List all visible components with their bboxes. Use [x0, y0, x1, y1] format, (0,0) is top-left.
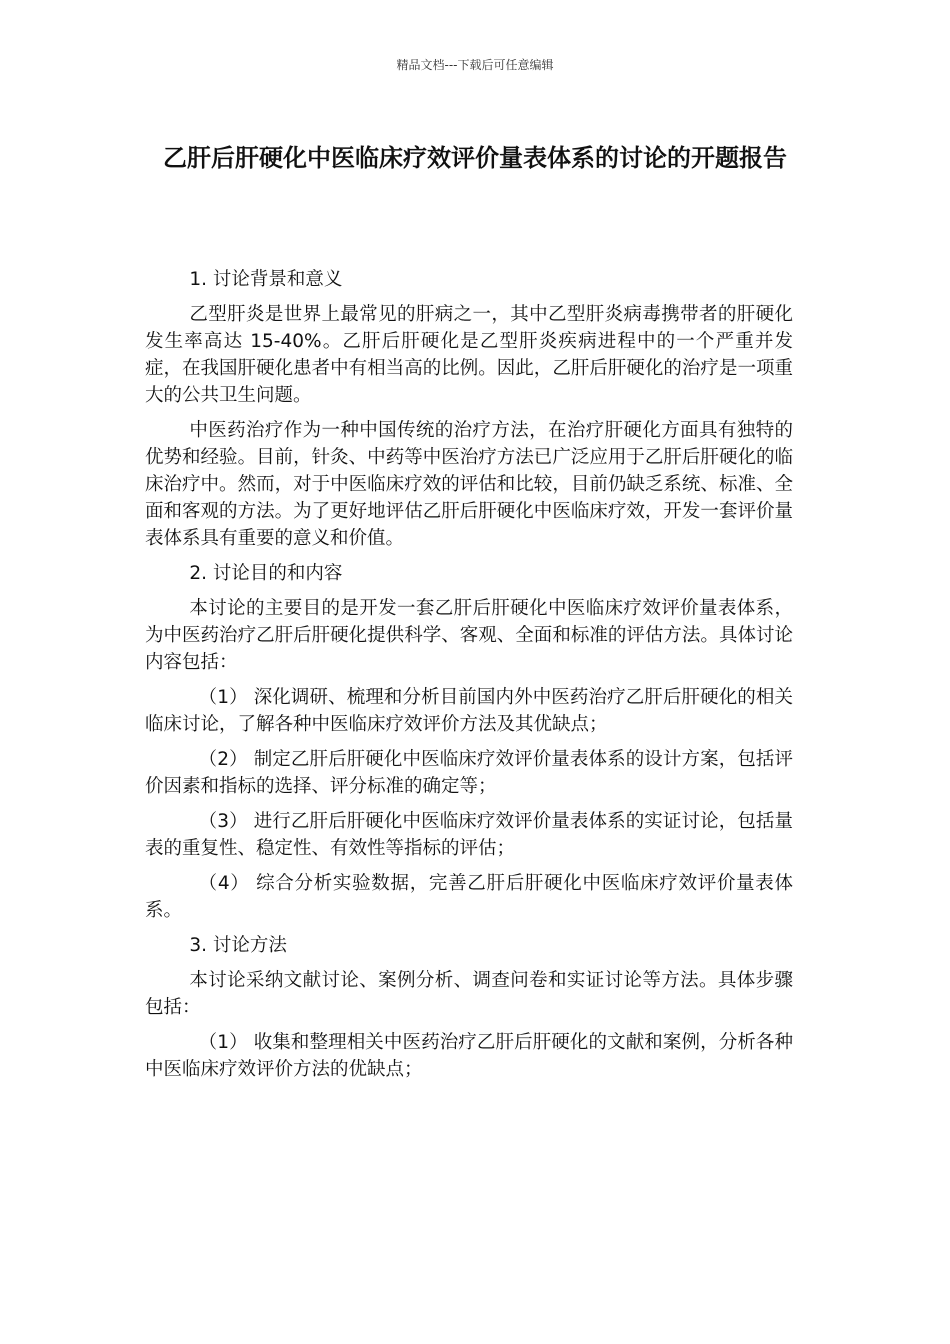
- page-header-note: 精品文档---下载后可任意编辑: [396, 58, 554, 72]
- section-3-list-item-1: （1） 收集和整理相关中医药治疗乙肝后肝硬化的文献和案例，分析各种中医临床疗效评价方法的优缺点；: [145, 1032, 793, 1080]
- section-2-list-item-1: （1） 深化调研、梳理和分析目前国内外中医药治疗乙肝后肝硬化的相关临床讨论，了解各种中医临床疗效评价方法及其优缺点；: [145, 687, 793, 735]
- section-2-paragraph-1: 本讨论的主要目的是开发一套乙肝后肝硬化中医临床疗效评价量表体系，为中医药治疗乙肝后肝硬化提供科学、客观、全面和标准的评估方法。具体讨论内容包括：: [145, 598, 793, 673]
- section-3-heading: 3. 讨论方法: [189, 935, 287, 956]
- section-2-list-item-3: （3） 进行乙肝后肝硬化中医临床疗效评价量表体系的实证讨论，包括量表的重复性、稳定性、有效性等指标的评估；: [145, 811, 793, 859]
- section-1-paragraph-1: 乙型肝炎是世界上最常见的肝病之一，其中乙型肝炎病毒携带者的肝硬化发生率高达 15-40%。乙肝后肝硬化是乙型肝炎疾病进程中的一个严重并发症，在我国肝硬化患者中有相当高的比例。因此，乙肝后肝硬化的治疗是一项重大的公共卫生问题。: [145, 304, 793, 406]
- section-1-paragraph-2: 中医药治疗作为一种中国传统的治疗方法，在治疗肝硬化方面具有独特的优势和经验。目前，针灸、中药等中医治疗方法已广泛应用于乙肝后肝硬化的临床治疗中。然而，对于中医临床疗效的评估和比较，目前仍缺乏系统、标准、全面和客观的方法。为了更好地评估乙肝后肝硬化中医临床疗效，开发一套评价量表体系具有重要的意义和价值。: [145, 420, 793, 549]
- section-2-heading: 2. 讨论目的和内容: [189, 563, 343, 584]
- document-body: [145, 266, 793, 1091]
- section-3-paragraph-1: 本讨论采纳文献讨论、案例分析、调查问卷和实证讨论等方法。具体步骤包括：: [145, 970, 793, 1018]
- section-2-list-item-2: （2） 制定乙肝后肝硬化中医临床疗效评价量表体系的设计方案，包括评价因素和指标的选择、评分标准的确定等；: [145, 749, 793, 797]
- section-2-list-item-4: （4） 综合分析实验数据，完善乙肝后肝硬化中医临床疗效评价量表体系。: [145, 873, 793, 921]
- document-title: 乙肝后肝硬化中医临床疗效评价量表体系的讨论的开题报告: [163, 144, 787, 172]
- section-1-heading: 1. 讨论背景和意义: [189, 269, 343, 290]
